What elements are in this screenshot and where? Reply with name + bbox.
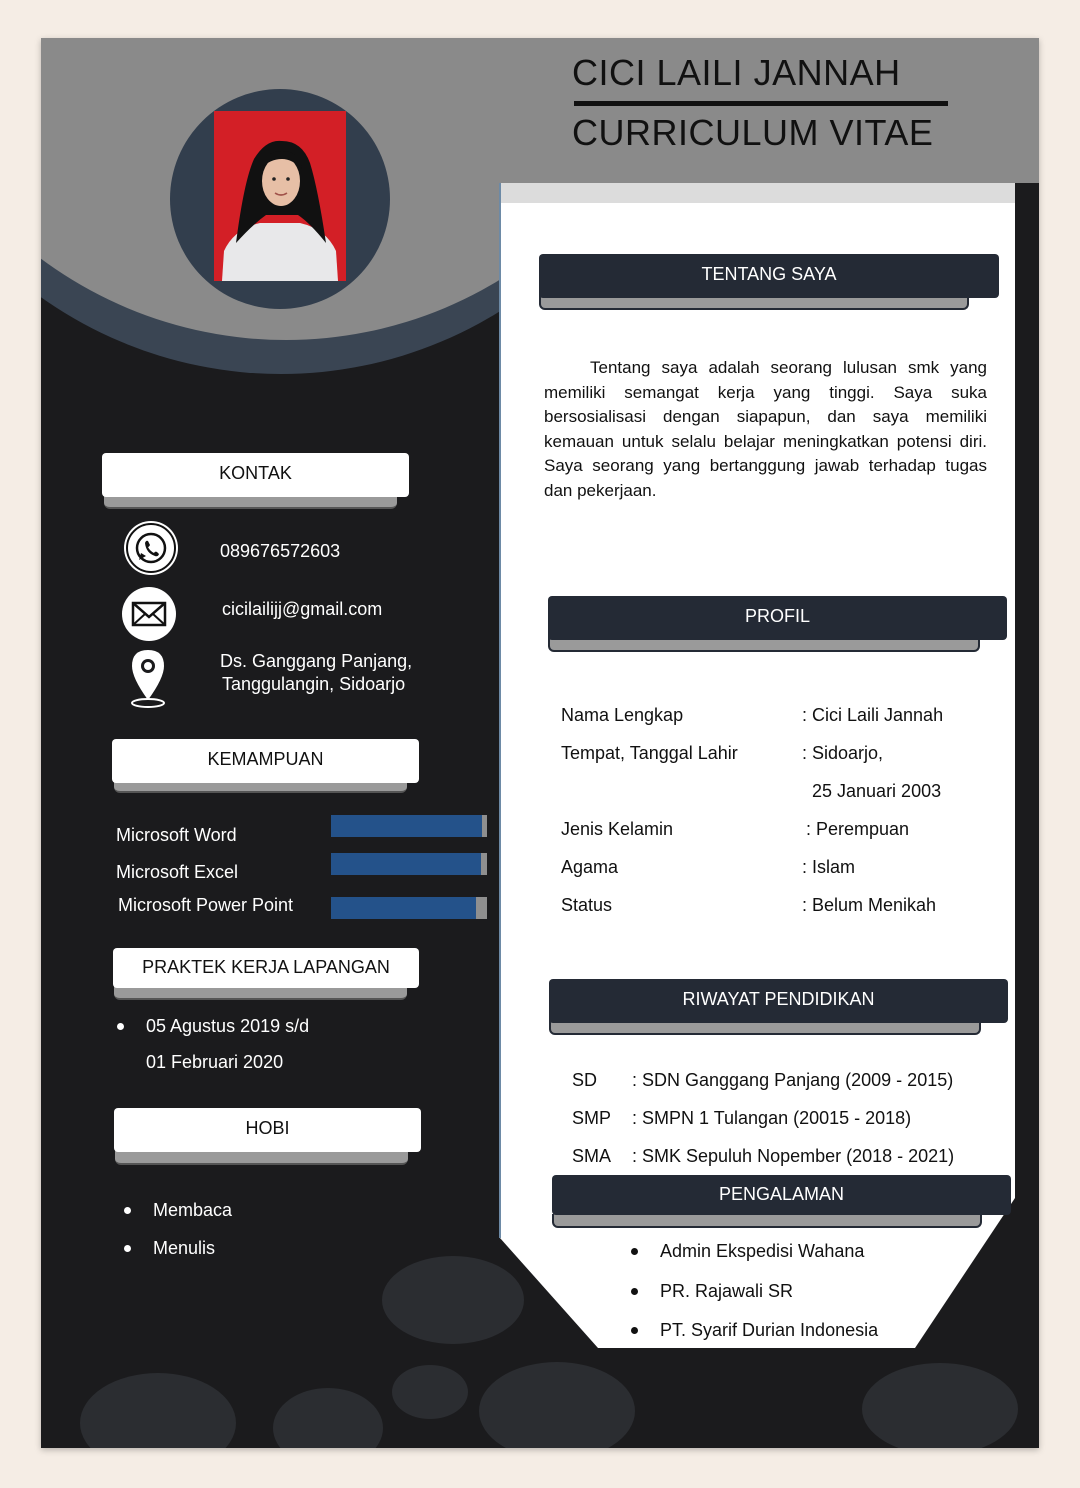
education-level: SMA	[572, 1146, 612, 1166]
whatsapp-icon	[124, 521, 178, 575]
internship-start: 05 Agustus 2019 s/d	[146, 1016, 310, 1036]
experience-item: Admin Ekspedisi Wahana	[660, 1241, 865, 1261]
about-text: Tentang saya adalah seorang lulusan smk yang memiliki semangat kerja yang tinggi. Saya suka bersosialisasi dengan siapapun, dan saya memiliki kemauan untuk selalu belajar meningkatkan potensi diri. Saya seorang yang bertanggung jawab terhadap tugas dan pekerjaan.	[544, 358, 987, 500]
profile-birth-label: Tempat, Tanggal Lahir	[561, 743, 738, 763]
profile-name-label: Nama Lengkap	[561, 705, 684, 725]
person-photo-illustration	[214, 111, 346, 281]
profile-status-value: : Belum Menikah	[802, 895, 937, 915]
section-contact-header: KONTAK	[102, 453, 409, 497]
hobby-item: Menulis	[153, 1238, 216, 1258]
section-experience-header: PENGALAMAN	[552, 1175, 1011, 1215]
contact-address-line2: Tanggulangin, Sidoarjo	[222, 674, 406, 694]
education-school: : SMPN 1 Tulangan (20015 - 2018)	[632, 1108, 912, 1128]
section-about-header: TENTANG SAYA	[539, 254, 999, 298]
skill-label: Microsoft Word	[116, 825, 237, 845]
skill-bar	[331, 853, 487, 875]
education-school: : SDN Ganggang Panjang (2009 - 2015)	[632, 1070, 954, 1090]
profile-gender-label: Jenis Kelamin	[561, 819, 674, 839]
profile-birth-date: 25 Januari 2003	[812, 781, 942, 801]
cv-page	[41, 38, 1039, 1448]
title-divider	[574, 101, 948, 106]
skill-bar-fill	[331, 815, 482, 837]
skill-label: Microsoft Power Point	[118, 895, 294, 915]
right-panel-edge	[499, 183, 501, 1238]
contact-phone: 089676572603	[220, 541, 341, 561]
bullet	[631, 1288, 638, 1295]
education-school: : SMK Sepuluh Nopember (2018 - 2021)	[632, 1146, 955, 1166]
education-level: SMP	[572, 1108, 612, 1128]
decor-blob	[382, 1256, 524, 1344]
decor-blob	[862, 1363, 1018, 1448]
bullet	[124, 1245, 131, 1252]
section-education-header: RIWAYAT PENDIDIKAN	[549, 979, 1008, 1023]
contact-email: cicilailijj@gmail.com	[222, 599, 383, 619]
skill-label: Microsoft Excel	[116, 862, 239, 882]
profile-name-value: : Cici Laili Jannah	[802, 705, 944, 725]
section-internship-header: PRAKTEK KERJA LAPANGAN	[113, 948, 419, 988]
cv-name: CICI LAILI JANNAH	[572, 52, 901, 93]
decor-blob	[273, 1388, 383, 1448]
bullet	[631, 1327, 638, 1334]
profile-religion-value: : Islam	[802, 857, 856, 877]
header-shadow	[115, 1151, 408, 1165]
skill-bar-fill	[331, 853, 481, 875]
decor-blob	[80, 1373, 236, 1448]
section-hobbies-header: HOBI	[114, 1108, 421, 1152]
education-level: SD	[572, 1070, 598, 1090]
hobby-item: Membaca	[153, 1200, 233, 1220]
section-skills-header: KEMAMPUAN	[112, 739, 419, 783]
skill-bar-fill	[331, 897, 476, 919]
bullet	[124, 1207, 131, 1214]
right-panel-stripe	[500, 183, 1015, 203]
profile-gender-value: : Perempuan	[806, 819, 910, 839]
profile-religion-label: Agama	[561, 857, 619, 877]
internship-end: 01 Februari 2020	[146, 1052, 284, 1072]
profile-status-label: Status	[561, 895, 613, 915]
header-shadow	[552, 1214, 982, 1228]
header-shadow	[114, 986, 407, 1000]
bullet	[117, 1023, 124, 1030]
decor-blob	[479, 1362, 635, 1448]
experience-item: PR. Rajawali SR	[660, 1281, 794, 1301]
envelope-icon	[122, 587, 176, 641]
cv-title: CURRICULUM VITAE	[572, 112, 934, 153]
header-shadow	[104, 495, 397, 509]
experience-item: PT. Syarif Durian Indonesia	[660, 1320, 879, 1340]
location-pin-icon	[127, 646, 169, 712]
bullet	[631, 1248, 638, 1255]
skill-bar	[331, 815, 487, 837]
contact-address-line1: Ds. Ganggang Panjang,	[220, 651, 413, 671]
profile-photo	[214, 111, 346, 281]
skill-bar	[331, 897, 487, 919]
decor-blob	[392, 1365, 468, 1419]
profile-birth-place: : Sidoarjo,	[802, 743, 884, 763]
section-profile-header: PROFIL	[548, 596, 1007, 640]
